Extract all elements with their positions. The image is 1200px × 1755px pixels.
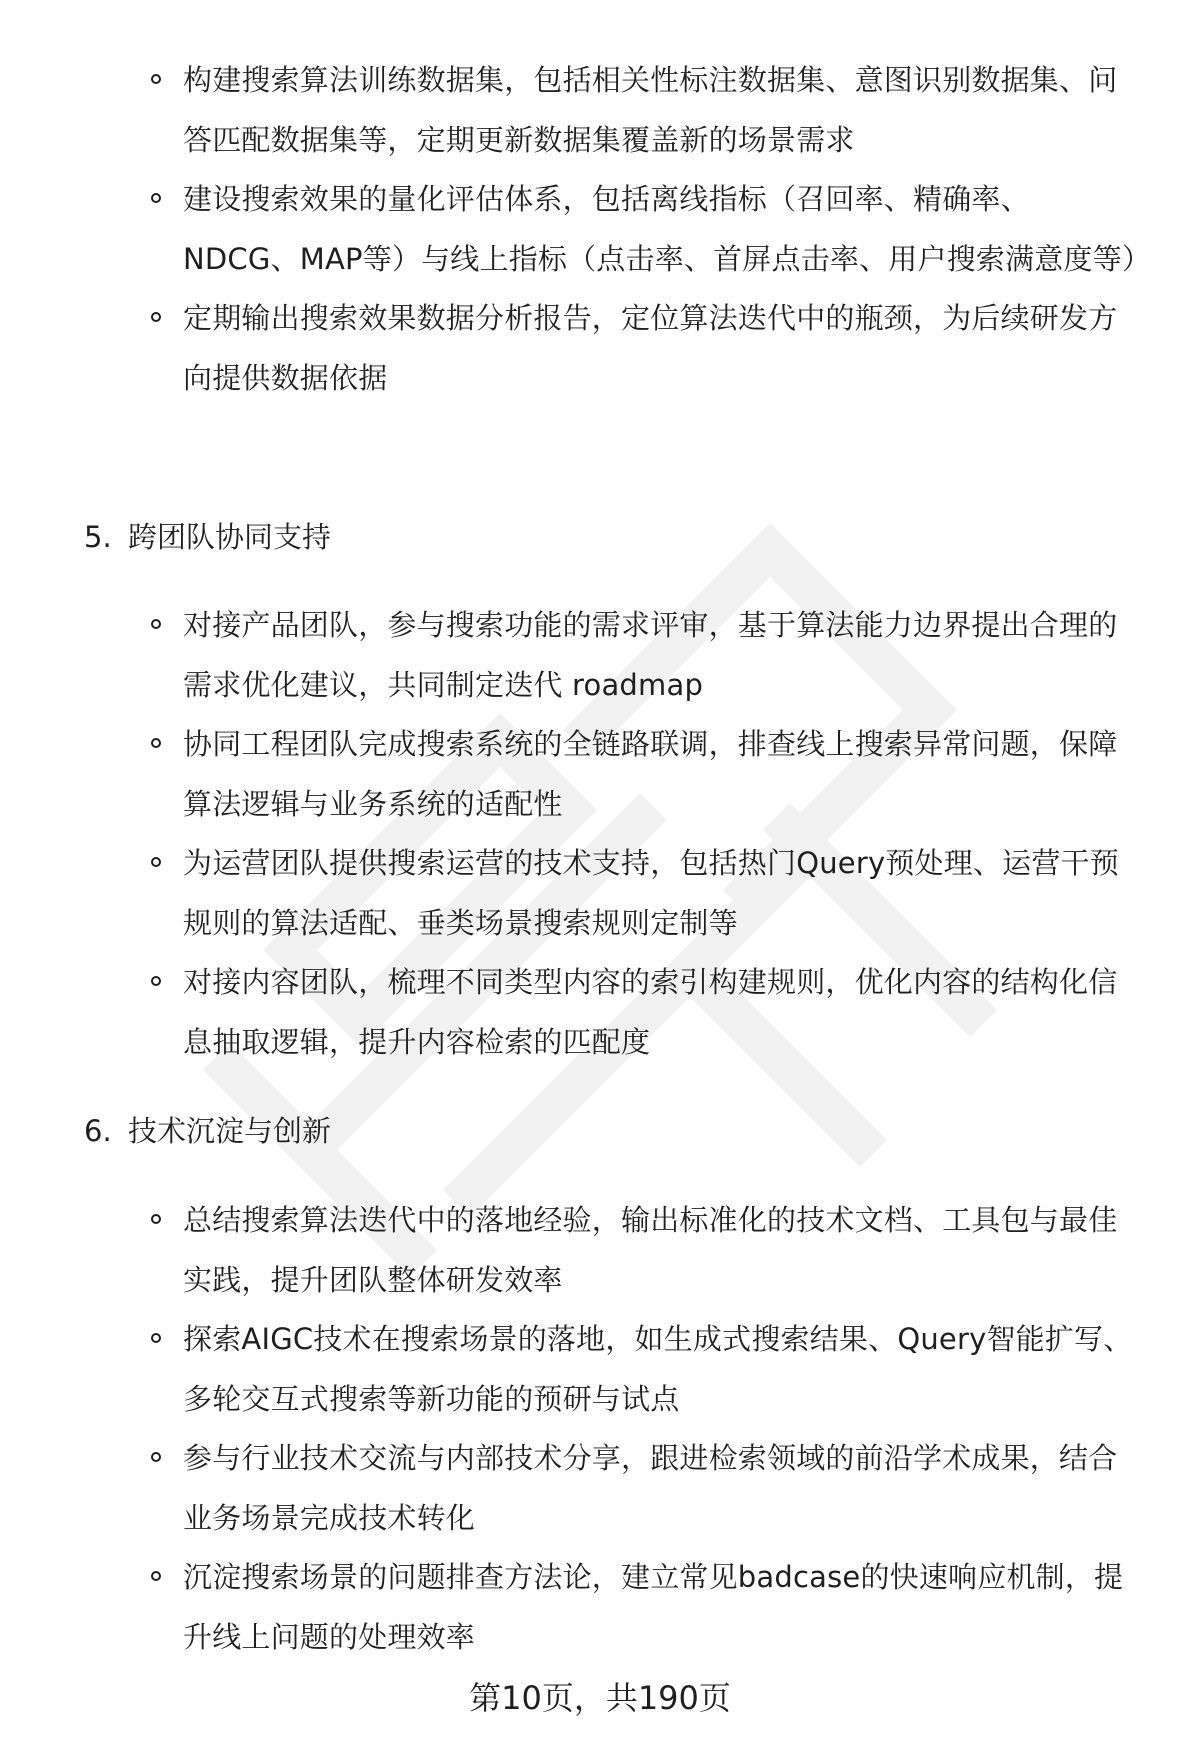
hollow-circle-bullet-icon — [151, 1571, 161, 1581]
section-number: 5. — [84, 520, 112, 554]
list-item — [0, 1191, 1200, 1310]
list-item-text: 沉淀搜索场景的问题排查方法论，建立常见badcase的快速响应机制，提升线上问题的处理效率 — [183, 1560, 1124, 1654]
hollow-circle-bullet-icon — [151, 738, 161, 748]
hollow-circle-bullet-icon — [151, 74, 161, 84]
section6-bullet-list — [0, 1191, 1200, 1667]
list-item-text: 参与行业技术交流与内部技术分享，跟进检索领域的前沿学术成果，结合业务场景完成技术转化 — [183, 1441, 1118, 1535]
list-item-text: 对接内容团队，梳理不同类型内容的索引构建规则，优化内容的结构化信息抽取逻辑，提升内容检索的匹配度 — [183, 965, 1118, 1059]
section-heading-6 — [84, 1111, 331, 1151]
top-bullet-list — [0, 51, 1200, 408]
hollow-circle-bullet-icon — [151, 193, 161, 203]
hollow-circle-bullet-icon — [151, 619, 161, 629]
hollow-circle-bullet-icon — [151, 312, 161, 322]
hollow-circle-bullet-icon — [151, 1452, 161, 1462]
list-item-text: 构建搜索算法训练数据集，包括相关性标注数据集、意图识别数据集、问答匹配数据集等，定期更新数据集覆盖新的场景需求 — [183, 63, 1118, 157]
section5-bullet-list — [0, 596, 1200, 1072]
list-item-text: 探索AIGC技术在搜索场景的落地，如生成式搜索结果、Query智能扩写、多轮交互式搜索等新功能的预研与试点 — [183, 1322, 1133, 1416]
list-item-text: 为运营团队提供搜索运营的技术支持，包括热门Query预处理、运营干预规则的算法适配、垂类场景搜索规则定制等 — [183, 846, 1119, 940]
list-item — [0, 596, 1200, 715]
section-title: 技术沉淀与创新 — [128, 1114, 332, 1148]
list-item — [0, 715, 1200, 834]
list-item-text: 协同工程团队完成搜索系统的全链路联调，排查线上搜索异常问题，保障算法逻辑与业务系统的适配性 — [183, 727, 1118, 821]
hollow-circle-bullet-icon — [151, 976, 161, 986]
hollow-circle-bullet-icon — [151, 1214, 161, 1224]
section-number: 6. — [84, 1114, 112, 1148]
list-item — [0, 953, 1200, 1072]
list-item — [0, 51, 1200, 170]
page-number-footer: 第10页，共190页 — [469, 1679, 731, 1717]
list-item — [0, 834, 1200, 953]
list-item — [0, 1429, 1200, 1548]
section-heading-5 — [84, 517, 331, 557]
list-item-text: 定期输出搜索效果数据分析报告，定位算法迭代中的瓶颈，为后续研发方向提供数据依据 — [183, 301, 1118, 395]
list-item — [0, 289, 1200, 408]
list-item-text: 对接产品团队，参与搜索功能的需求评审，基于算法能力边界提出合理的需求优化建议，共同制定迭代 roadmap — [183, 608, 1118, 702]
hollow-circle-bullet-icon — [151, 1333, 161, 1343]
hollow-circle-bullet-icon — [151, 857, 161, 867]
list-item — [0, 1548, 1200, 1667]
list-item-text: 建设搜索效果的量化评估体系，包括离线指标（召回率、精确率、NDCG、MAP等）与线上指标（点击率、首屏点击率、用户搜索满意度等） — [183, 182, 1152, 276]
section-title: 跨团队协同支持 — [128, 520, 332, 554]
list-item — [0, 170, 1200, 289]
list-item-text: 总结搜索算法迭代中的落地经验，输出标准化的技术文档、工具包与最佳实践，提升团队整体研发效率 — [183, 1203, 1118, 1297]
list-item — [0, 1310, 1200, 1429]
